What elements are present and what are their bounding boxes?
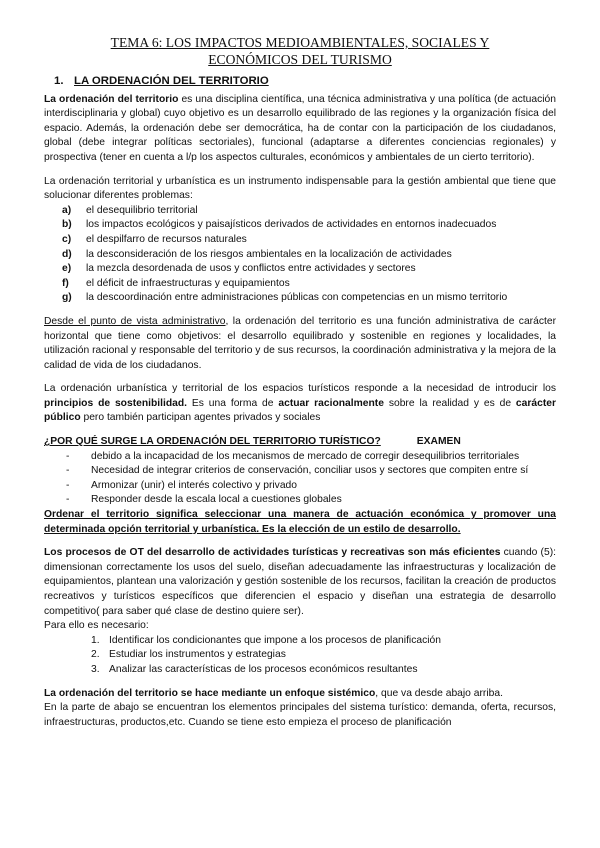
problems-list — [44, 204, 556, 306]
systemic-lead: La ordenación del territorio se hace mediante un enfoque sistémico — [44, 687, 376, 699]
list-item: 3. Analizar las características de los procesos económicos resultantes — [91, 663, 418, 675]
list-item: e) la mezcla desordenada de usos y conflictos entre actividades y sectores — [62, 263, 416, 275]
steps-list — [44, 634, 556, 678]
section-number: 1. — [54, 75, 64, 87]
paragraph-systemic-continued: En la parte de abajo se encuentran los elementos principales del sistema turístico: demanda, oferta, recursos, infraestructuras, productos,etc. Cuando se tiene esto empieza el proceso de planificación — [44, 702, 556, 728]
list-item: g) la descoordinación entre administraciones públicas con competencias en un mismo territorio — [62, 292, 508, 304]
page-title — [44, 34, 556, 68]
exam-tag: EXAMEN — [416, 436, 461, 448]
title-line-2: ECONÓMICOS DEL TURISMO — [208, 52, 392, 67]
definition-text: es una disciplina científica, una técnica administrativa y una política (de actuación interdisciplinaria y global) cuyo objetivo es un desarrollo equilibrado de las regiones y la organización física del espacio. Además, la ordenación debe ser democrática, ha de contar con la participación de los ciudadanos, global (debe integrar políticas sectoriales), funcional (adaptarse a diferentes conciencias regionales) y prospectiva (tener en cuenta a l/p los aspectos culturales, económicos y ambientales de un cierto territorio). — [44, 93, 556, 163]
section-heading — [54, 74, 556, 89]
list-item: b) los impactos ecológicos y paisajísticos derivados de actividades en entornos inadecuados — [62, 219, 497, 231]
efficiency-lead: Los procesos de OT del desarrollo de actividades turísticas y recreativas son más eficientes — [44, 547, 501, 559]
paragraph-sustainability: La ordenación urbanística y territorial de los espacios turísticos responde a la necesidad de introducir los principios de sostenibilidad. Es una forma de actuar racionalmente sobre la realidad y es de carácter público pero también participan agentes privados y sociales — [44, 383, 556, 424]
paragraph-efficiency — [44, 546, 556, 619]
list-item: f) el déficit de infraestructuras y equipamientos — [62, 277, 290, 289]
exam-question-heading — [44, 435, 556, 450]
exam-question: ¿POR QUÉ SURGE LA ORDENACIÓN DEL TERRITORIO TURÍSTICO? — [44, 436, 381, 448]
definition-lead: La ordenación del territorio — [44, 93, 179, 105]
list-item: 2. Estudiar los instrumentos y estrategias — [91, 649, 286, 661]
list-item: - Necesidad de integrar criterios de conservación, conciliar usos y sectores que compiten entre sí — [66, 465, 529, 477]
paragraph-definition — [44, 93, 556, 166]
title-line-1: TEMA 6: LOS IMPACTOS MEDIOAMBIENTALES, SOCIALES Y — [110, 35, 490, 50]
list-item: c) el despilfarro de recursos naturales — [62, 233, 247, 245]
list-item: - debido a la incapacidad de los mecanismos de mercado de corregir desequilibrios territoriales — [66, 450, 520, 462]
necessary-intro: Para ello es necesario: — [44, 620, 149, 632]
paragraph-instrument: La ordenación territorial y urbanística es un instrumento indispensable para la gestión ambiental que tiene que solucionar diferentes problemas: — [44, 175, 556, 202]
paragraph-administrative — [44, 315, 556, 373]
reasons-list — [44, 450, 556, 508]
list-item: - Responder desde la escala local a cuestiones globales — [66, 494, 342, 506]
list-item: - Armonizar (unir) el interés colectivo y privado — [66, 479, 298, 491]
list-item: d) la desconsideración de los riesgos ambientales en la localización de actividades — [62, 248, 452, 260]
systemic-text: , que va desde abajo arriba. — [375, 687, 503, 699]
conclusion-statement: Ordenar el territorio significa seleccionar una manera de actuación económica y promover una determinada opción territorial y urbanística. Es la elección de un estilo de desarrollo. — [44, 509, 556, 535]
list-item: 1. Identificar los condicionantes que impone a los procesos de planificación — [91, 634, 441, 646]
administrative-text: , la ordenación del territorio es una función administrativa de carácter horizontal que tiene como objetivos: el desarrollo equilibrado y sostenible en regiones y localidades, la utilización racional y responsable del territorio y de sus recursos, la coordinación administrativa y la mejora de la calidad de vida de los ciudadanos. — [44, 315, 556, 371]
list-item: a) el desequilibrio territorial — [62, 204, 198, 216]
paragraph-systemic — [44, 687, 556, 702]
section-title: LA ORDENACIÓN DEL TERRITORIO — [74, 75, 269, 87]
efficiency-text: cuando (5): dimensionan correctamente los usos del suelo, diseñan adecuadamente las infraestructuras y localización de equipamientos, plantean una valorización y gestión sostenible de los recursos, facilitan la creación de productos recreativos y turísticos específicos que diferencien el espacio y diseñan una estrategia de desarrollo competitivo( para saber qué clase de destino quiere ser). — [44, 547, 556, 617]
administrative-lead: Desde el punto de vista administrativo — [44, 315, 226, 327]
